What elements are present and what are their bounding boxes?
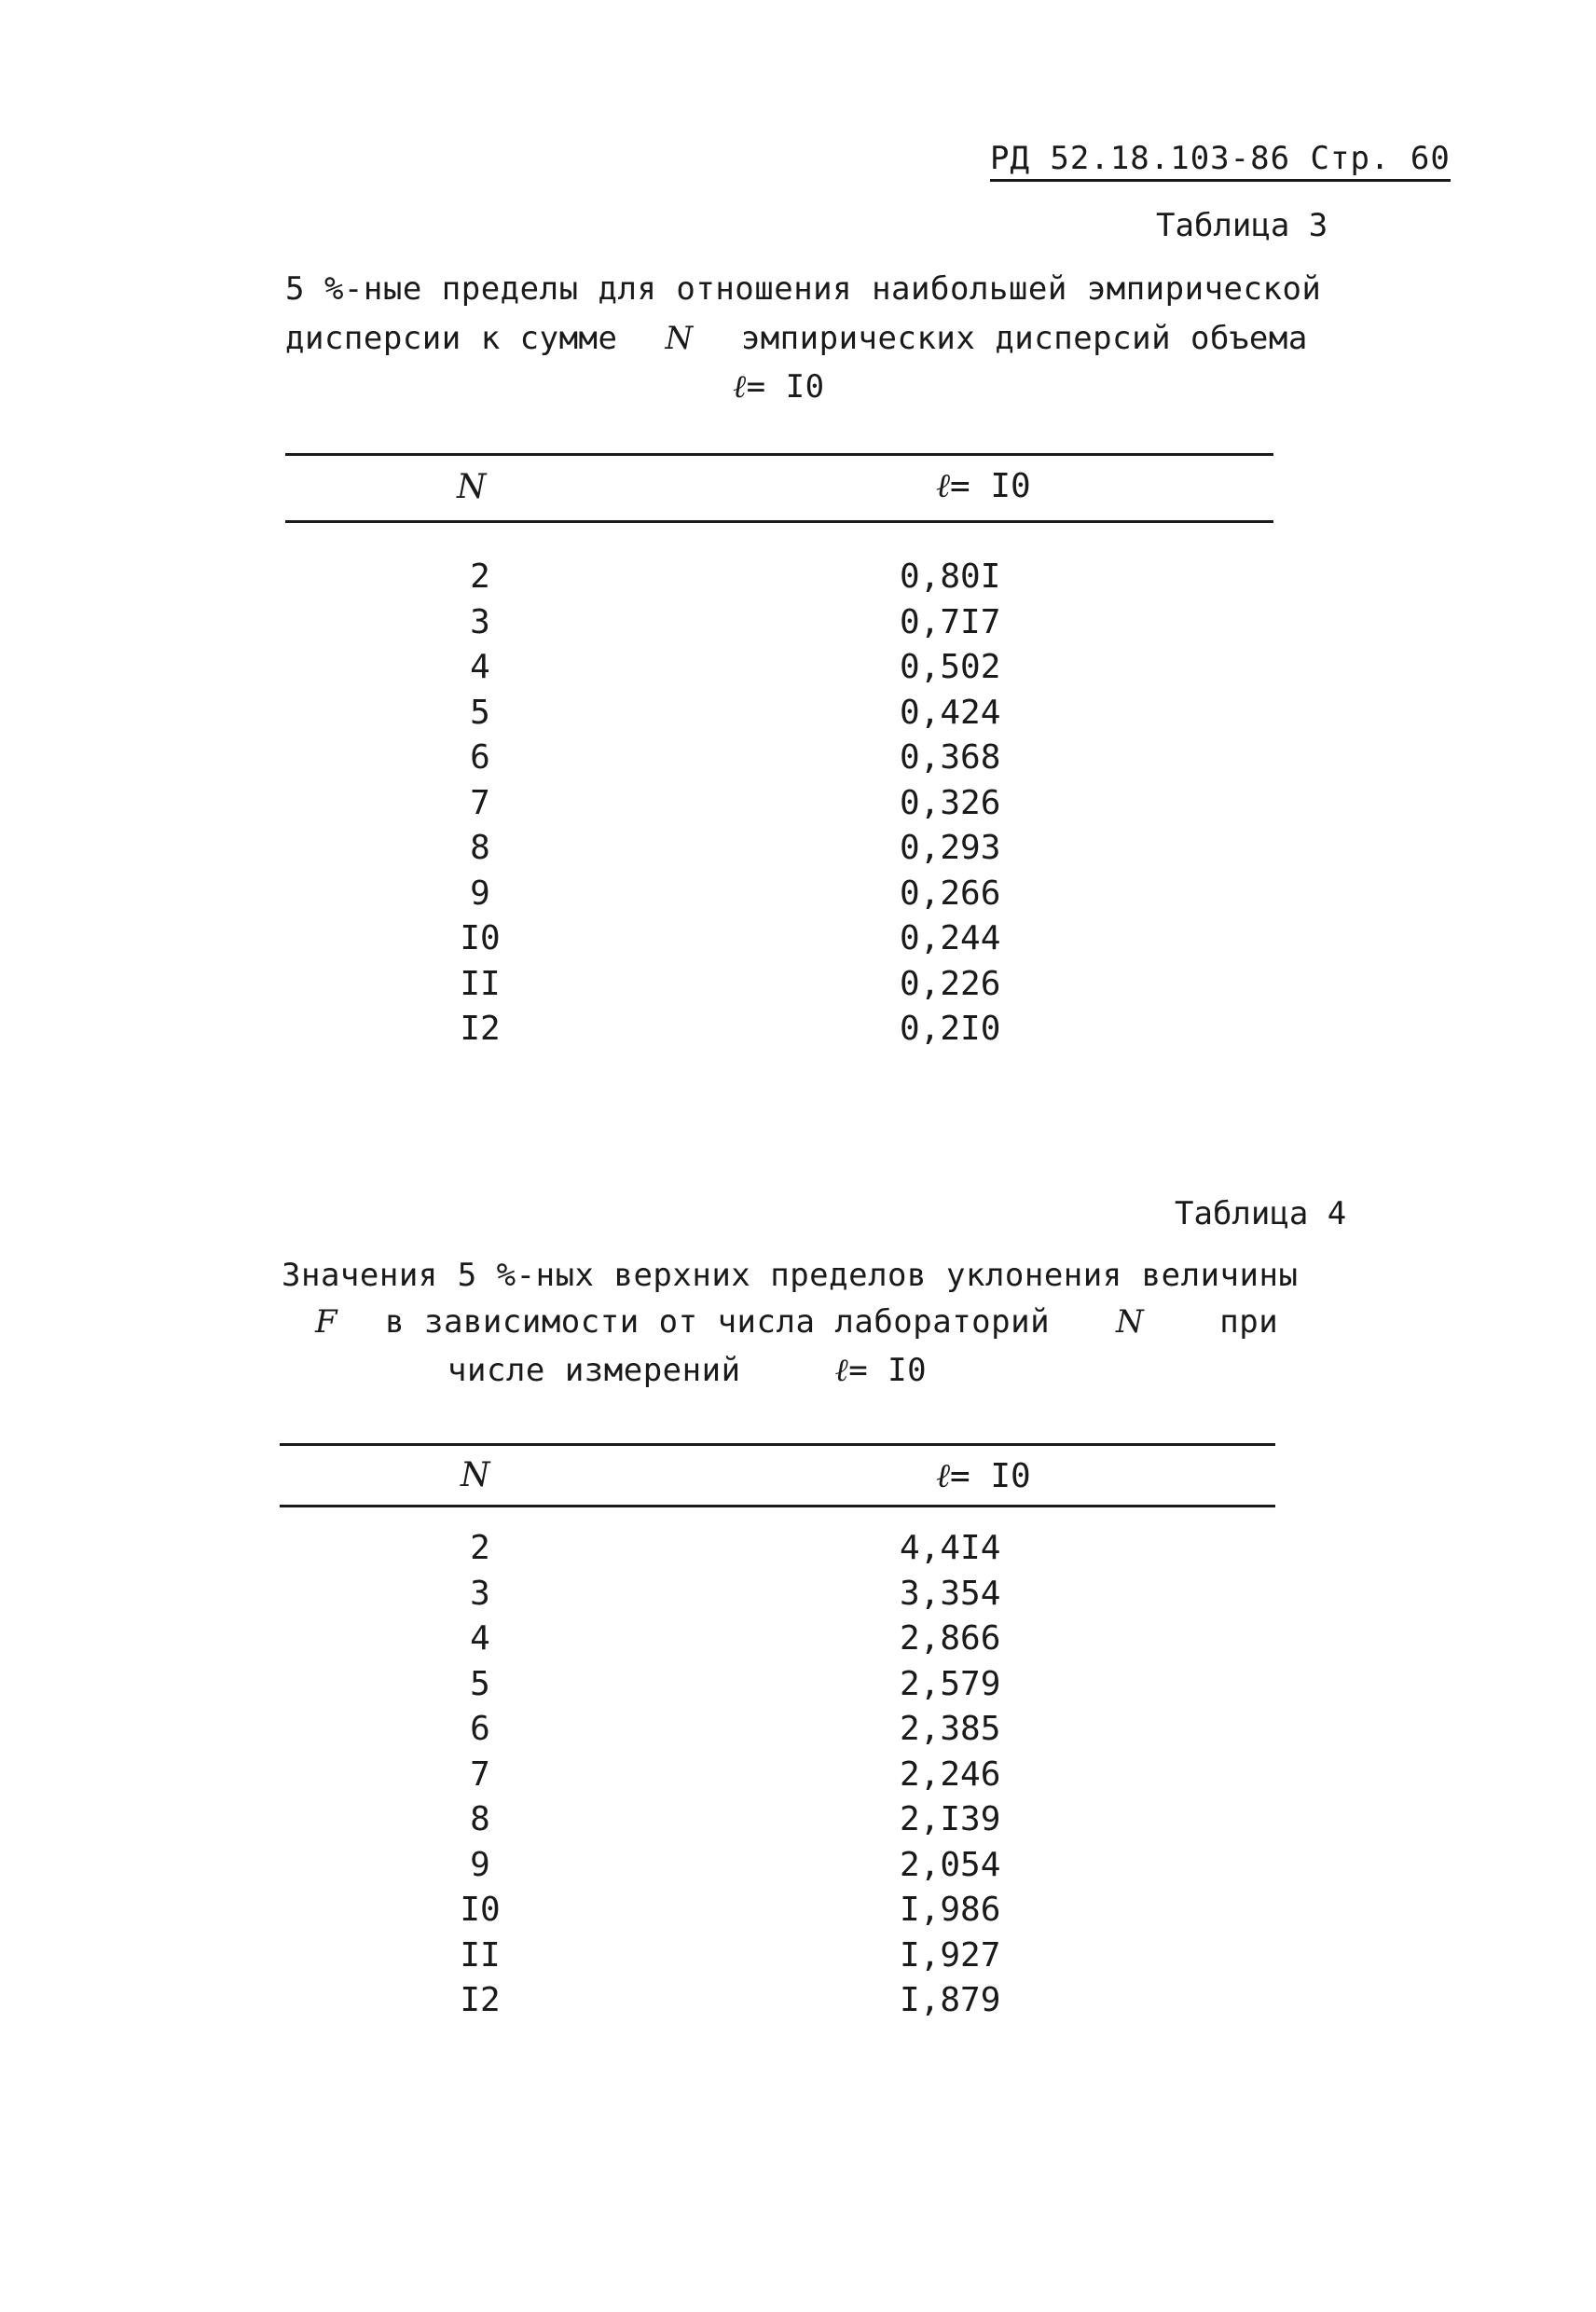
table4-label: Таблица 4: [1175, 1195, 1347, 1232]
table3-header-n: [457, 468, 487, 506]
row-value-cell: I,879: [900, 1981, 1001, 2019]
table3-caption-var-n: N: [665, 320, 694, 357]
row-value-cell: 0,424: [900, 693, 1001, 732]
table3-caption-var-l: ℓ: [733, 368, 747, 406]
table4-caption-var-n: N: [1116, 1303, 1145, 1341]
row-n-cell: 5: [470, 1664, 490, 1703]
table4-header-n-var: N: [461, 1456, 490, 1494]
table3-caption-line3: [733, 368, 825, 406]
row-value-cell: 0,502: [900, 648, 1001, 686]
table3-caption-line3-text: = I0: [746, 368, 825, 406]
row-n-cell: I2: [460, 1010, 501, 1048]
table4-header-value-text: = I0: [950, 1457, 1031, 1495]
row-value-cell: 2,385: [900, 1710, 1001, 1748]
table3-caption-line2-text: дисперсии к сумме: [285, 320, 618, 357]
table3-header-value: [936, 466, 1031, 505]
row-n-cell: 9: [470, 1845, 490, 1884]
row-value-cell: 0,326: [900, 783, 1001, 822]
row-n-cell: 3: [470, 602, 490, 641]
row-n-cell: II: [460, 1935, 501, 1975]
row-n-cell: 8: [470, 829, 490, 867]
row-value-cell: 2,054: [900, 1845, 1001, 1884]
table4-caption-var-l: ℓ: [834, 1352, 849, 1389]
row-n-cell: 8: [470, 1800, 490, 1838]
table3-header-n-var: N: [457, 468, 487, 506]
table3-caption-line2-text-end: эмпирических дисперсий объема: [740, 320, 1308, 357]
document-reference: РД 52.18.103-86 Стр. 60: [990, 140, 1451, 182]
table4-caption-line2-text: в зависимости от числа лабораторий: [385, 1303, 1051, 1341]
table4-caption-line3-text: числе измерений: [447, 1352, 741, 1389]
table4-header-value: [936, 1456, 1031, 1495]
row-n-cell: II: [460, 964, 501, 1003]
row-n-cell: 5: [470, 693, 490, 732]
row-value-cell: 3,354: [900, 1574, 1001, 1613]
row-n-cell: 7: [470, 1755, 490, 1794]
table3-caption-line2: [285, 320, 1308, 357]
row-value-cell: I,927: [900, 1935, 1001, 1975]
table4-header-rule: [280, 1505, 1275, 1507]
row-value-cell: I,986: [900, 1891, 1001, 1929]
table3-header-value-text: = I0: [950, 467, 1031, 505]
row-n-cell: 4: [470, 1619, 490, 1658]
row-n-cell: 2: [470, 1529, 490, 1567]
row-n-cell: I2: [460, 1981, 501, 2019]
row-value-cell: 0,226: [900, 964, 1001, 1003]
table3-header-value-var: ℓ: [936, 467, 950, 505]
row-value-cell: 0,2I0: [900, 1010, 1001, 1048]
table4-header-value-var: ℓ: [936, 1457, 950, 1495]
table3-top-rule: [285, 453, 1273, 456]
row-value-cell: 0,293: [900, 829, 1001, 867]
row-n-cell: 3: [470, 1574, 490, 1613]
table4-caption-line3: [447, 1352, 927, 1389]
row-value-cell: 0,80I: [900, 557, 1001, 596]
table3-label: Таблица 3: [1156, 207, 1328, 244]
row-value-cell: 4,4I4: [900, 1529, 1001, 1567]
row-value-cell: 2,246: [900, 1755, 1001, 1794]
row-n-cell: 2: [470, 557, 490, 596]
row-n-cell: 7: [470, 783, 490, 822]
table3-header-rule: [285, 520, 1273, 523]
table4-caption-var-f: F: [315, 1303, 338, 1341]
row-value-cell: 0,266: [900, 874, 1001, 913]
row-n-cell: I0: [460, 919, 501, 957]
row-value-cell: 0,368: [900, 738, 1001, 777]
table4-caption-line1: Значения 5 %-ных верхних пределов уклонения величины: [282, 1257, 1299, 1294]
row-n-cell: 6: [470, 738, 490, 777]
row-n-cell: I0: [460, 1891, 501, 1929]
row-value-cell: 2,I39: [900, 1800, 1001, 1838]
row-n-cell: 6: [470, 1710, 490, 1748]
row-value-cell: 0,7I7: [900, 602, 1001, 641]
table4-top-rule: [280, 1443, 1275, 1446]
table4-header-n: [461, 1456, 490, 1494]
row-value-cell: 0,244: [900, 919, 1001, 957]
row-n-cell: 4: [470, 648, 490, 686]
row-n-cell: 9: [470, 874, 490, 913]
table4-caption-line3-text-end: = I0: [848, 1352, 928, 1389]
table4-caption-line2-text-end: при: [1219, 1303, 1279, 1341]
table3-caption-line1: 5 %-ные пределы для отношения наибольшей эмпирической: [285, 270, 1322, 308]
table4-caption-line2: [315, 1303, 1278, 1341]
row-value-cell: 2,579: [900, 1664, 1001, 1703]
row-value-cell: 2,866: [900, 1619, 1001, 1658]
